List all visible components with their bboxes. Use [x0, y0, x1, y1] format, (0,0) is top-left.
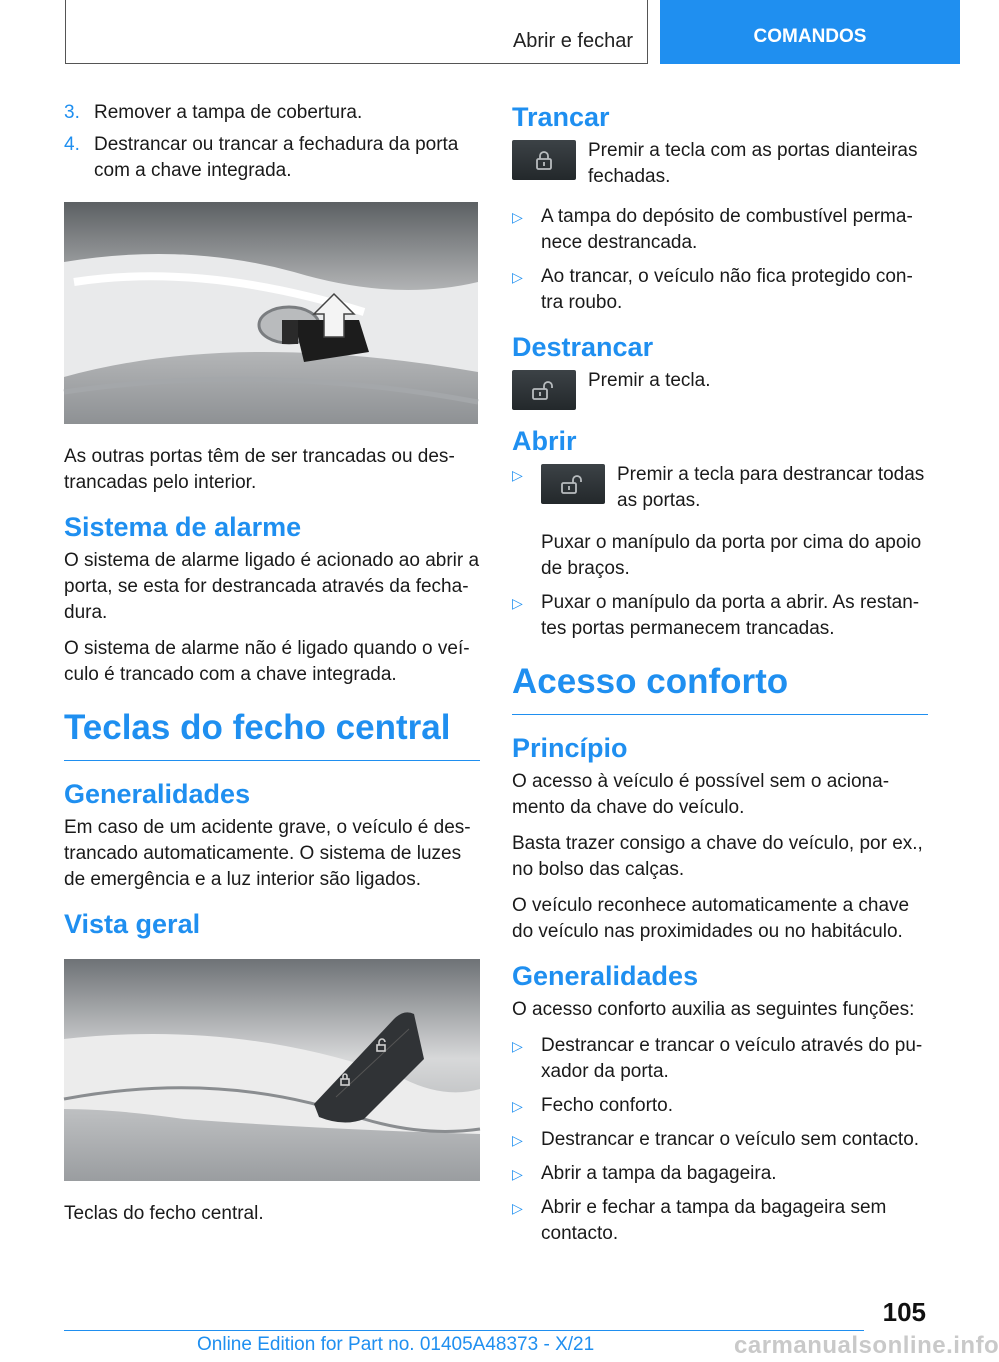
edition-text: Online Edition for Part no. 01405A48373 - X/21	[197, 1334, 595, 1355]
bullet-triangle-icon: ▷	[512, 595, 523, 611]
door-lock-key-photo	[64, 202, 478, 424]
unlock-key-icon	[541, 464, 605, 504]
list-item: ▷ Ao trancar, o veículo não fica protegido contra roubo.	[512, 266, 913, 313]
comfort-general-heading: Generalidades	[512, 961, 699, 991]
lock-key-icon	[512, 140, 576, 180]
comfort-general-text: O acesso conforto auxilia as seguintes funções:	[512, 999, 915, 1020]
bullet-triangle-icon: ▷	[512, 1200, 523, 1216]
bullet-triangle-icon: ▷	[512, 269, 523, 285]
central-locking-buttons-photo	[64, 959, 480, 1181]
photo-caption: Teclas do fecho central.	[64, 1203, 264, 1224]
right-column	[512, 100, 928, 1257]
list-item: ▷ Puxar o manípulo da porta a abrir. As restantes portas permanecem trancadas.	[512, 592, 920, 639]
open-sub-text: Puxar o manípulo da porta por cima do apoio de braços.	[541, 532, 922, 579]
list-item	[512, 462, 928, 582]
central-general-heading: Generalidades	[64, 779, 251, 809]
unlock-key-row	[512, 368, 928, 410]
open-heading: Abrir	[512, 426, 577, 456]
lock-key-row	[512, 138, 928, 190]
comfort-bullets	[512, 1033, 928, 1247]
bullet-triangle-icon: ▷	[512, 467, 523, 483]
unlock-key-text: Premir a tecla.	[588, 370, 711, 391]
central-general-text: Em caso de um acidente grave, o veículo é destrancado automaticamente. O sistema de luzes de emergência e a luz interior são ligados.	[64, 817, 471, 890]
header-chapter-tab[interactable]: COMANDOS	[660, 0, 960, 64]
unlock-key-icon	[512, 370, 576, 410]
open-key-text: Premir a tecla para destrancar todas as portas.	[617, 464, 925, 511]
page-header	[0, 0, 960, 66]
principle-paragraph-2: Basta trazer consigo a chave do veículo, por ex., no bolso das calças.	[512, 833, 923, 880]
overview-heading: Vista geral	[64, 909, 201, 939]
alarm-paragraph-2: O sistema de alarme não é ligado quando o veículo é trancado com a chave integrada.	[64, 638, 470, 685]
list-item: ▷ Fecho conforto.	[512, 1093, 928, 1119]
step-text: Destrancar ou trancar a fechadura da porta com a chave integrada.	[94, 134, 459, 181]
bullet-triangle-icon: ▷	[512, 1098, 523, 1114]
left-column	[64, 100, 480, 1237]
watermark-logo: carmanualsonline.info	[734, 1332, 999, 1359]
open-bullets	[512, 462, 928, 642]
list-item: ▷ Destrancar e trancar o veículo sem contacto.	[512, 1127, 928, 1153]
alarm-heading: Sistema de alarme	[64, 512, 302, 542]
lock-bullets	[512, 204, 928, 316]
list-item: ▷ Abrir a tampa da bagageira.	[512, 1161, 928, 1187]
other-doors-text: As outras portas têm de ser trancadas ou destrancadas pelo interior.	[64, 446, 455, 493]
central-locking-title: Teclas do fecho central	[64, 706, 480, 761]
principle-paragraph-1: O acesso à veículo é possível sem o acionamento da chave do veículo.	[512, 771, 890, 818]
list-item: ▷ Destrancar e trancar o veículo através do puxador da porta.	[512, 1035, 923, 1082]
bullet-triangle-icon: ▷	[512, 1038, 523, 1054]
steps-list	[64, 100, 480, 184]
step-text: Remover a tampa de cobertura.	[94, 102, 363, 123]
header-section-title: Abrir e fechar	[512, 30, 633, 52]
list-item: ▷ Abrir e fechar a tampa da bagageira sem contacto.	[512, 1197, 887, 1244]
footer-rule	[64, 1330, 864, 1331]
lock-heading: Trancar	[512, 102, 610, 132]
step-item	[64, 132, 480, 184]
principle-paragraph-3: O veículo reconhece automaticamente a chave do veículo nas proximidades ou no habitáculo.	[512, 895, 910, 942]
list-item: ▷ A tampa do depósito de combustível permanece destrancada.	[512, 206, 913, 253]
open-key-row	[541, 462, 928, 522]
bullet-triangle-icon: ▷	[512, 209, 523, 225]
principle-heading: Princípio	[512, 733, 628, 763]
step-item	[64, 100, 480, 126]
lock-key-text: Premir a tecla com as portas dianteiras fechadas.	[588, 140, 918, 187]
bullet-triangle-icon: ▷	[512, 1166, 523, 1182]
page-number: 105	[882, 1297, 926, 1327]
comfort-access-title: Acesso conforto	[512, 660, 928, 715]
alarm-paragraph-1: O sistema de alarme ligado é acionado ao abrir a porta, se esta for destrancada através da fechadura.	[64, 550, 480, 623]
bullet-triangle-icon: ▷	[512, 1132, 523, 1148]
header-box	[65, 0, 648, 64]
step-number: 4.	[64, 134, 80, 155]
step-number: 3.	[64, 102, 80, 123]
unlock-heading: Destrancar	[512, 332, 654, 362]
